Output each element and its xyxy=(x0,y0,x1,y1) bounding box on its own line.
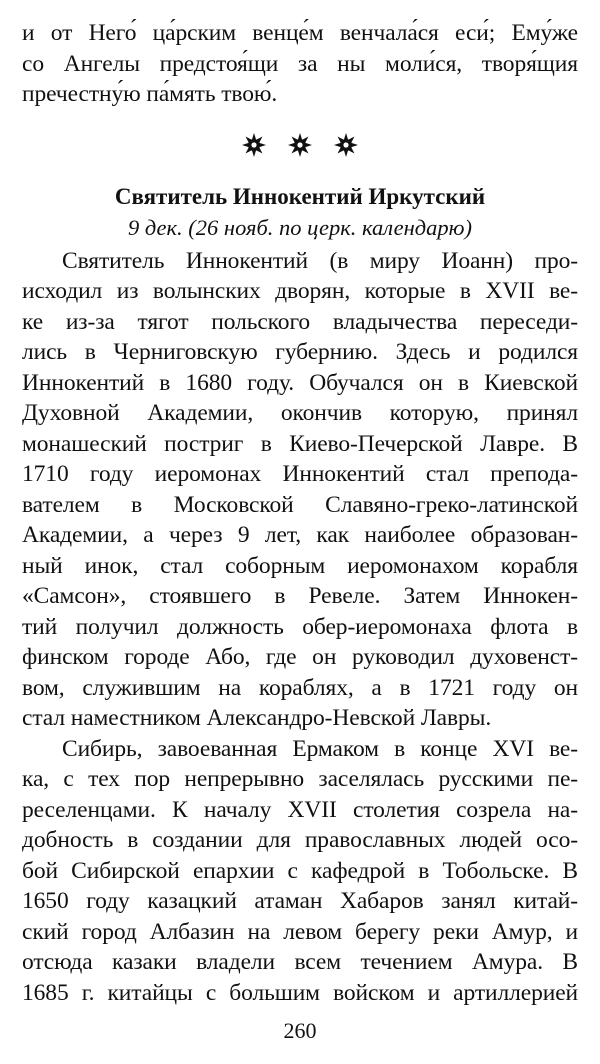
text-line: Духовной Академии, окончив которую, принял xyxy=(22,400,578,426)
text-line: Сибирь, завоеванная Ермаком в конце XVI ве- xyxy=(62,735,578,762)
text-line: «Самсон», стоявшего в Ревеле. Затем Иннокен- xyxy=(22,583,578,609)
text-line: ке из-за тягот польского владычества переседи- xyxy=(22,308,578,335)
text-line: реселенцами. К началу XVII столетия созрела на- xyxy=(22,796,578,823)
star-flower-icon xyxy=(287,132,313,158)
paragraph-2 xyxy=(22,734,578,1009)
text-line: отсюда казаки владели всем течением Амура. В xyxy=(22,949,578,975)
text-line: ный инок, стал соборным иеромонахом корабля xyxy=(22,552,578,579)
page-number: 260 xyxy=(283,1018,317,1043)
text-line: 1685 г. китайцы с большим войском и артиллерией xyxy=(22,979,578,1006)
page-content xyxy=(22,18,578,1008)
text-line: ский город Албазин на левом берегу реки Амур, и xyxy=(22,918,578,945)
text-line: добность в создании для православных людей осо- xyxy=(22,827,578,853)
text-line: 1650 году казацкий атаман Хабаров занял китай- xyxy=(22,888,578,914)
article-date: 9 дек. (26 нояб. по церк. календарю) xyxy=(128,214,472,240)
text-line: монашеский постриг в Киево-Печерской Лавре. В xyxy=(22,430,578,457)
text-line: и от Него́ ца́рским венце́м венчала́ся еси́; Ему́же xyxy=(22,20,578,46)
text-line: лись в Черниговскую губернию. Здесь и родился xyxy=(22,339,578,365)
text-line: Иннокентий в 1680 году. Обучался он в Киевской xyxy=(22,369,578,396)
section-divider xyxy=(22,132,578,162)
text-line: Святитель Иннокентий (в миру Иоанн) про- xyxy=(62,247,578,274)
article-title: Святитель Иннокентий Иркутский xyxy=(114,183,486,209)
text-line: со Ангелы предстоя́щи за ны моли́ся, творя́щия xyxy=(22,50,578,77)
text-line: финском городе Або, где он руководил духовенст- xyxy=(22,644,578,670)
text-line: 1710 году иеромонах Иннокентий стал препода- xyxy=(22,461,578,487)
intro-text xyxy=(22,18,578,110)
star-flower-icon xyxy=(241,132,267,158)
paragraph-1 xyxy=(22,246,578,734)
text-line: тий получил должность обер-иеромонаха флота в xyxy=(22,613,578,640)
text-line: вом, служившим на кораблях, а в 1721 году он xyxy=(22,674,578,701)
star-flower-icon xyxy=(333,132,359,158)
text-line: пречестну́ю па́мять твою́. xyxy=(22,81,278,107)
text-line: Академии, а через 9 лет, как наиболее образован- xyxy=(22,522,578,548)
text-line: бой Сибирской епархии с кафедрой в Тобольске. В xyxy=(22,857,578,884)
text-line: стал наместником Александро-Невской Лавры. xyxy=(22,705,492,731)
text-line: вателем в Московской Славяно-греко-латинской xyxy=(22,491,578,518)
text-line: ка, с тех пор непрерывно заселялась русскими пе- xyxy=(22,766,578,792)
text-line: исходил из волынских дворян, которые в XVII ве- xyxy=(22,278,578,304)
